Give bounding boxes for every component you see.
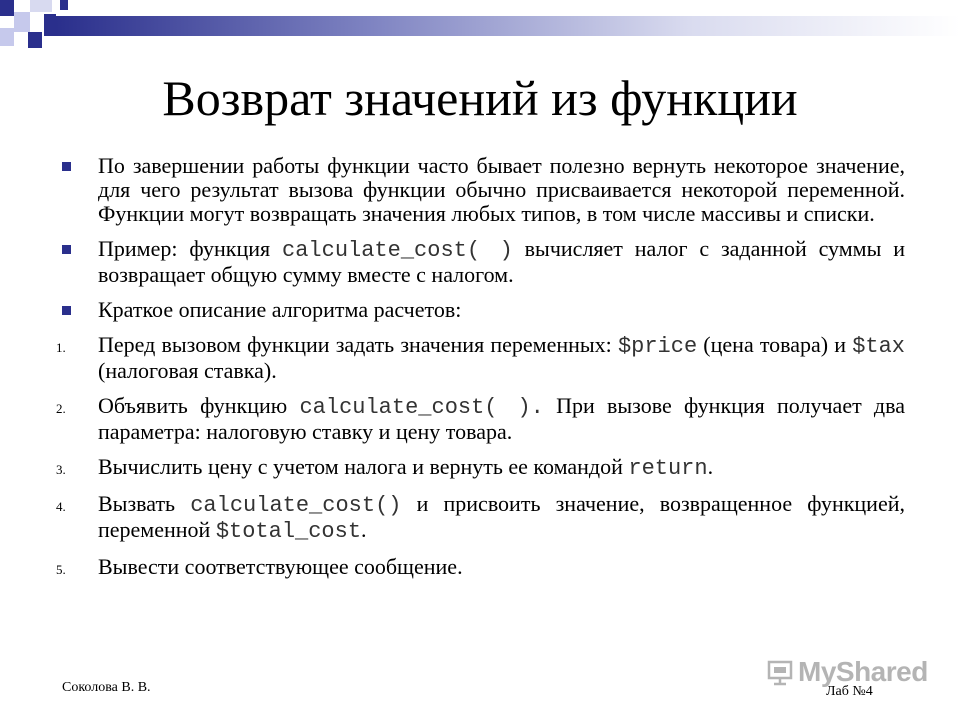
item-text: При вызове функция получает два параметра: налоговую ставку и цену товара.	[98, 393, 905, 444]
item-number: 2.	[56, 401, 66, 416]
code-fragment: calculate_cost( )	[282, 238, 513, 263]
decor-square	[28, 32, 42, 48]
footer-author: Соколова В. В.	[62, 680, 151, 695]
header-gradient-bar	[56, 16, 960, 36]
item-text: .	[361, 517, 367, 542]
code-fragment: calculate_cost()	[190, 493, 402, 518]
bullet-item	[60, 237, 905, 287]
decor-square	[14, 12, 30, 32]
code-fragment: $tax	[852, 334, 906, 359]
item-text: По завершении работы функции часто бывает полезно вернуть некоторое значение, для чего результат вызова функции обычно присваивается некоторой переменной. Функции могут возвращать значения любых типов, в том числе массивы и списки.	[98, 153, 905, 226]
item-text: Объявить функцию	[98, 393, 300, 418]
item-text: Пример: функция	[98, 236, 283, 261]
item-number: 3.	[56, 462, 66, 477]
slide-body	[56, 153, 906, 590]
decor-square	[60, 0, 68, 10]
item-text: Вызвать	[98, 491, 191, 516]
decor-square	[44, 14, 56, 36]
item-text: Вычислить цену с учетом налога и вернуть ее командой	[98, 454, 629, 479]
watermark-text: MyShared	[798, 656, 928, 687]
code-fragment: calculate_cost( ).	[299, 395, 544, 420]
bullet-square-icon	[62, 306, 71, 315]
code-fragment: $total_cost	[215, 519, 362, 544]
numbered-item	[56, 554, 905, 579]
item-number: 1.	[56, 340, 66, 355]
item-number: 4.	[56, 499, 66, 514]
code-fragment: $price	[617, 334, 698, 359]
presentation-icon	[766, 658, 794, 686]
item-text: вычисляет налог с заданной суммы и возвращает общую сумму вместе с налогом.	[98, 236, 906, 287]
code-fragment: return	[628, 456, 708, 481]
decor-square	[0, 0, 14, 16]
footer-lab-number: Лаб №4	[826, 684, 873, 699]
decor-square	[30, 0, 52, 12]
numbered-item	[56, 332, 906, 383]
slide-title: Возврат значений из функции	[162, 70, 798, 126]
bullet-item	[60, 298, 905, 322]
item-text: Вывести соответствующее сообщение.	[98, 554, 463, 579]
numbered-item	[56, 491, 905, 544]
item-text: (налоговая ставка).	[98, 358, 277, 383]
bullet-item	[60, 154, 905, 226]
item-text: и присвоить значение, возвращенное функцией, переменной	[98, 491, 905, 542]
numbered-item	[56, 393, 905, 444]
bullet-square-icon	[62, 162, 71, 171]
item-text: (цена товара) и	[697, 332, 853, 357]
item-text: Краткое описание алгоритма расчетов:	[98, 297, 462, 322]
item-number: 5.	[56, 562, 66, 577]
decor-square	[0, 28, 14, 46]
item-text: Перед вызовом функции задать значения переменных:	[98, 332, 618, 357]
item-text: .	[707, 454, 714, 479]
numbered-item	[56, 454, 905, 481]
watermark	[766, 656, 926, 692]
bullet-square-icon	[62, 245, 71, 254]
